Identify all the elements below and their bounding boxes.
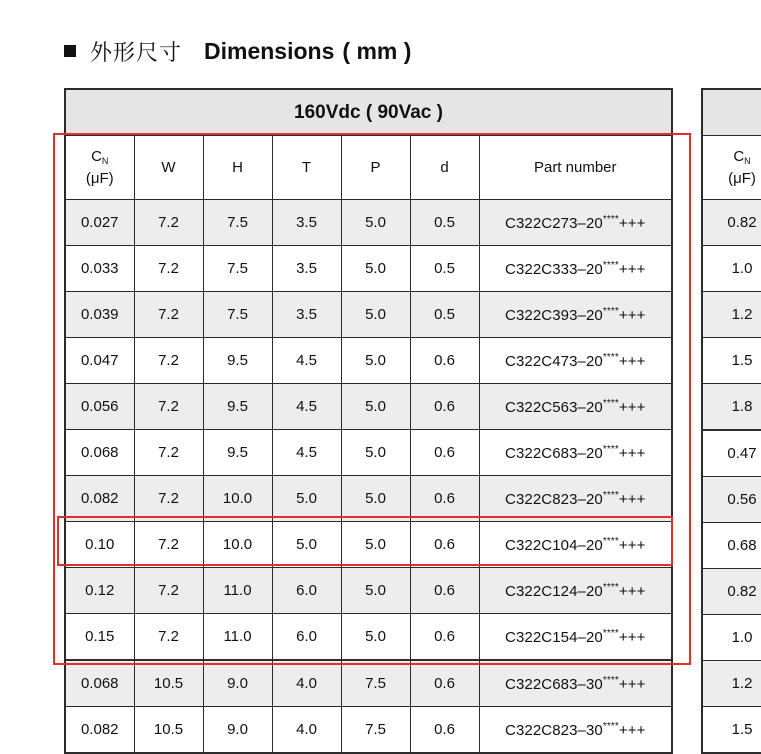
cell-h: 10.0 xyxy=(203,476,272,522)
table-row xyxy=(65,384,672,430)
header2-cn-sub: N xyxy=(744,155,751,166)
cell-h: 11.0 xyxy=(203,568,272,614)
part-number-stars: **** xyxy=(602,535,619,547)
cell-p: 5.0 xyxy=(341,476,410,522)
cell-h: 7.5 xyxy=(203,246,272,292)
cell-d: 0.6 xyxy=(410,338,479,384)
part-number-base: C322C823–20 xyxy=(505,490,603,508)
cell-t: 4.0 xyxy=(272,707,341,754)
cell-d: 0.6 xyxy=(410,707,479,754)
cell-h: 10.0 xyxy=(203,522,272,568)
cell-d: 0.6 xyxy=(410,568,479,614)
cell-p: 5.0 xyxy=(341,568,410,614)
part-number-suffix: +++ xyxy=(618,398,646,416)
cell-w: 7.2 xyxy=(134,292,203,338)
cell-t: 3.5 xyxy=(272,246,341,292)
cell-t: 3.5 xyxy=(272,292,341,338)
table-row xyxy=(65,660,672,707)
cell-part-number xyxy=(479,660,672,707)
cell-w: 7.2 xyxy=(134,384,203,430)
heading-unit: ( mm ) xyxy=(342,37,412,64)
table-row xyxy=(65,430,672,476)
voltage-band-header: 160Vdc ( 90Vac ) xyxy=(65,89,672,136)
part-number-suffix: +++ xyxy=(618,628,646,646)
cell-cn: 0.047 xyxy=(65,338,134,384)
table-row xyxy=(702,338,761,384)
part-number-base: C322C104–20 xyxy=(505,536,603,554)
header-cn-unit: (μF) xyxy=(85,169,114,187)
cell-t: 6.0 xyxy=(272,614,341,661)
table-row xyxy=(702,523,761,569)
header-part-number: Part number xyxy=(479,136,672,200)
header-h: H xyxy=(203,136,272,200)
cell-cn: 0.47 xyxy=(702,430,761,477)
cell-cn: 0.56 xyxy=(702,477,761,523)
part-number-base: C322C683–20 xyxy=(505,444,603,462)
cell-d: 0.5 xyxy=(410,246,479,292)
cell-h: 9.5 xyxy=(203,338,272,384)
part-number-base: C322C154–20 xyxy=(505,628,603,646)
part-number-base: C322C683–30 xyxy=(505,675,603,693)
cell-cn: 0.15 xyxy=(65,614,134,661)
header-capacitance-2 xyxy=(702,136,761,200)
cell-cn: 0.027 xyxy=(65,200,134,246)
cell-part-number xyxy=(479,292,672,338)
dimensions-table-160vdc xyxy=(64,88,673,754)
cell-d: 0.5 xyxy=(410,200,479,246)
cell-p: 5.0 xyxy=(341,200,410,246)
cell-t: 3.5 xyxy=(272,200,341,246)
part-number-base: C322C393–20 xyxy=(505,306,603,324)
part-number-suffix: +++ xyxy=(618,306,646,324)
cell-p: 7.5 xyxy=(341,707,410,754)
table-row xyxy=(702,246,761,292)
column-header-row xyxy=(65,136,672,200)
cell-w: 7.2 xyxy=(134,200,203,246)
section-heading xyxy=(64,34,411,68)
cell-part-number xyxy=(479,476,672,522)
part-number-base: C322C473–20 xyxy=(505,352,603,370)
cell-w: 7.2 xyxy=(134,430,203,476)
part-number-suffix: +++ xyxy=(618,721,646,739)
table-row xyxy=(65,292,672,338)
part-number-base: C322C563–20 xyxy=(505,398,603,416)
cell-cn: 0.068 xyxy=(65,430,134,476)
cell-cn: 1.0 xyxy=(702,615,761,661)
voltage-band-header-2 xyxy=(702,89,761,136)
square-bullet-icon xyxy=(64,45,76,57)
cell-part-number xyxy=(479,200,672,246)
cell-cn: 0.039 xyxy=(65,292,134,338)
table-row xyxy=(702,292,761,338)
part-number-suffix: +++ xyxy=(618,444,646,462)
cell-t: 4.5 xyxy=(272,384,341,430)
heading-chinese: 外形尺寸 xyxy=(90,40,183,66)
cell-w: 7.2 xyxy=(134,246,203,292)
heading-english: Dimensions xyxy=(204,37,335,64)
cell-d: 0.6 xyxy=(410,522,479,568)
part-number-suffix: +++ xyxy=(618,260,646,278)
cell-part-number xyxy=(479,384,672,430)
table-row xyxy=(702,384,761,431)
cell-d: 0.6 xyxy=(410,384,479,430)
cell-part-number xyxy=(479,430,672,476)
cell-p: 5.0 xyxy=(341,614,410,661)
header-cn-main: C xyxy=(91,147,102,165)
cell-cn: 1.2 xyxy=(702,292,761,338)
table-row xyxy=(65,476,672,522)
part-number-suffix: +++ xyxy=(618,675,646,693)
part-number-suffix: +++ xyxy=(618,536,646,554)
part-number-base: C322C333–20 xyxy=(505,260,603,278)
table-row xyxy=(65,707,672,754)
cell-p: 5.0 xyxy=(341,522,410,568)
cell-cn: 1.5 xyxy=(702,338,761,384)
part-number-suffix: +++ xyxy=(618,352,646,370)
part-number-stars: **** xyxy=(602,674,619,686)
part-number-stars: **** xyxy=(602,627,619,639)
table-row xyxy=(702,569,761,615)
cell-w: 10.5 xyxy=(134,660,203,707)
cell-d: 0.6 xyxy=(410,660,479,707)
cell-t: 4.0 xyxy=(272,660,341,707)
cell-t: 6.0 xyxy=(272,568,341,614)
header-w: W xyxy=(134,136,203,200)
header-p: P xyxy=(341,136,410,200)
cell-part-number xyxy=(479,568,672,614)
cell-w: 7.2 xyxy=(134,338,203,384)
cell-d: 0.6 xyxy=(410,430,479,476)
cell-h: 9.5 xyxy=(203,430,272,476)
cell-cn: 1.5 xyxy=(702,707,761,754)
part-number-stars: **** xyxy=(602,397,619,409)
cell-part-number xyxy=(479,338,672,384)
cell-w: 10.5 xyxy=(134,707,203,754)
cell-part-number xyxy=(479,246,672,292)
cell-w: 7.2 xyxy=(134,568,203,614)
table-row xyxy=(65,200,672,246)
part-number-stars: **** xyxy=(602,351,619,363)
table-row xyxy=(702,615,761,661)
cell-cn: 0.082 xyxy=(65,476,134,522)
cell-w: 7.2 xyxy=(134,614,203,661)
part-number-suffix: +++ xyxy=(618,214,646,232)
table-row xyxy=(702,477,761,523)
cell-p: 5.0 xyxy=(341,430,410,476)
part-number-stars: **** xyxy=(602,259,619,271)
cell-part-number xyxy=(479,707,672,754)
cell-h: 9.5 xyxy=(203,384,272,430)
table-row xyxy=(65,338,672,384)
cell-cn: 0.082 xyxy=(65,707,134,754)
cell-cn: 0.056 xyxy=(65,384,134,430)
table-row xyxy=(65,246,672,292)
cell-cn: 0.033 xyxy=(65,246,134,292)
cell-t: 4.5 xyxy=(272,338,341,384)
cell-cn: 0.82 xyxy=(702,569,761,615)
cell-t: 5.0 xyxy=(272,476,341,522)
part-number-stars: **** xyxy=(602,305,619,317)
cell-d: 0.5 xyxy=(410,292,479,338)
cell-p: 5.0 xyxy=(341,246,410,292)
cell-w: 7.2 xyxy=(134,476,203,522)
header-cn-sub: N xyxy=(101,155,109,166)
header-capacitance xyxy=(65,136,134,200)
cell-t: 4.5 xyxy=(272,430,341,476)
dimensions-table-next xyxy=(701,88,761,754)
part-number-stars: **** xyxy=(602,489,619,501)
cell-p: 5.0 xyxy=(341,384,410,430)
cell-cn: 0.68 xyxy=(702,523,761,569)
cell-p: 5.0 xyxy=(341,292,410,338)
part-number-stars: **** xyxy=(602,581,619,593)
table-row xyxy=(702,707,761,754)
cell-w: 7.2 xyxy=(134,522,203,568)
table-row xyxy=(65,522,672,568)
cell-cn: 1.2 xyxy=(702,661,761,707)
cell-h: 7.5 xyxy=(203,200,272,246)
table-row xyxy=(702,661,761,707)
header2-cn-main: C xyxy=(733,147,745,165)
part-number-base: C322C124–20 xyxy=(505,582,603,600)
cell-p: 5.0 xyxy=(341,338,410,384)
header-t: T xyxy=(272,136,341,200)
cell-d: 0.6 xyxy=(410,614,479,661)
cell-part-number xyxy=(479,522,672,568)
header-d: d xyxy=(410,136,479,200)
part-number-base: C322C823–30 xyxy=(505,721,603,739)
cell-part-number xyxy=(479,614,672,661)
cell-cn: 0.068 xyxy=(65,660,134,707)
cell-cn: 0.10 xyxy=(65,522,134,568)
cell-cn: 0.82 xyxy=(702,200,761,246)
table-row xyxy=(65,568,672,614)
cell-cn: 1.0 xyxy=(702,246,761,292)
cell-h: 9.0 xyxy=(203,707,272,754)
table-row xyxy=(65,614,672,661)
part-number-base: C322C273–20 xyxy=(505,214,603,232)
cell-t: 5.0 xyxy=(272,522,341,568)
part-number-stars: **** xyxy=(602,213,619,225)
part-number-stars: **** xyxy=(602,720,619,732)
cell-cn: 0.12 xyxy=(65,568,134,614)
cell-h: 7.5 xyxy=(203,292,272,338)
part-number-suffix: +++ xyxy=(618,582,646,600)
header2-cn-unit: (μF) xyxy=(728,169,756,187)
cell-p: 7.5 xyxy=(341,660,410,707)
cell-h: 9.0 xyxy=(203,660,272,707)
part-number-suffix: +++ xyxy=(618,490,646,508)
part-number-stars: **** xyxy=(602,443,619,455)
cell-d: 0.6 xyxy=(410,476,479,522)
table-row xyxy=(702,200,761,246)
table-row xyxy=(702,430,761,477)
cell-h: 11.0 xyxy=(203,614,272,661)
cell-cn: 1.8 xyxy=(702,384,761,431)
